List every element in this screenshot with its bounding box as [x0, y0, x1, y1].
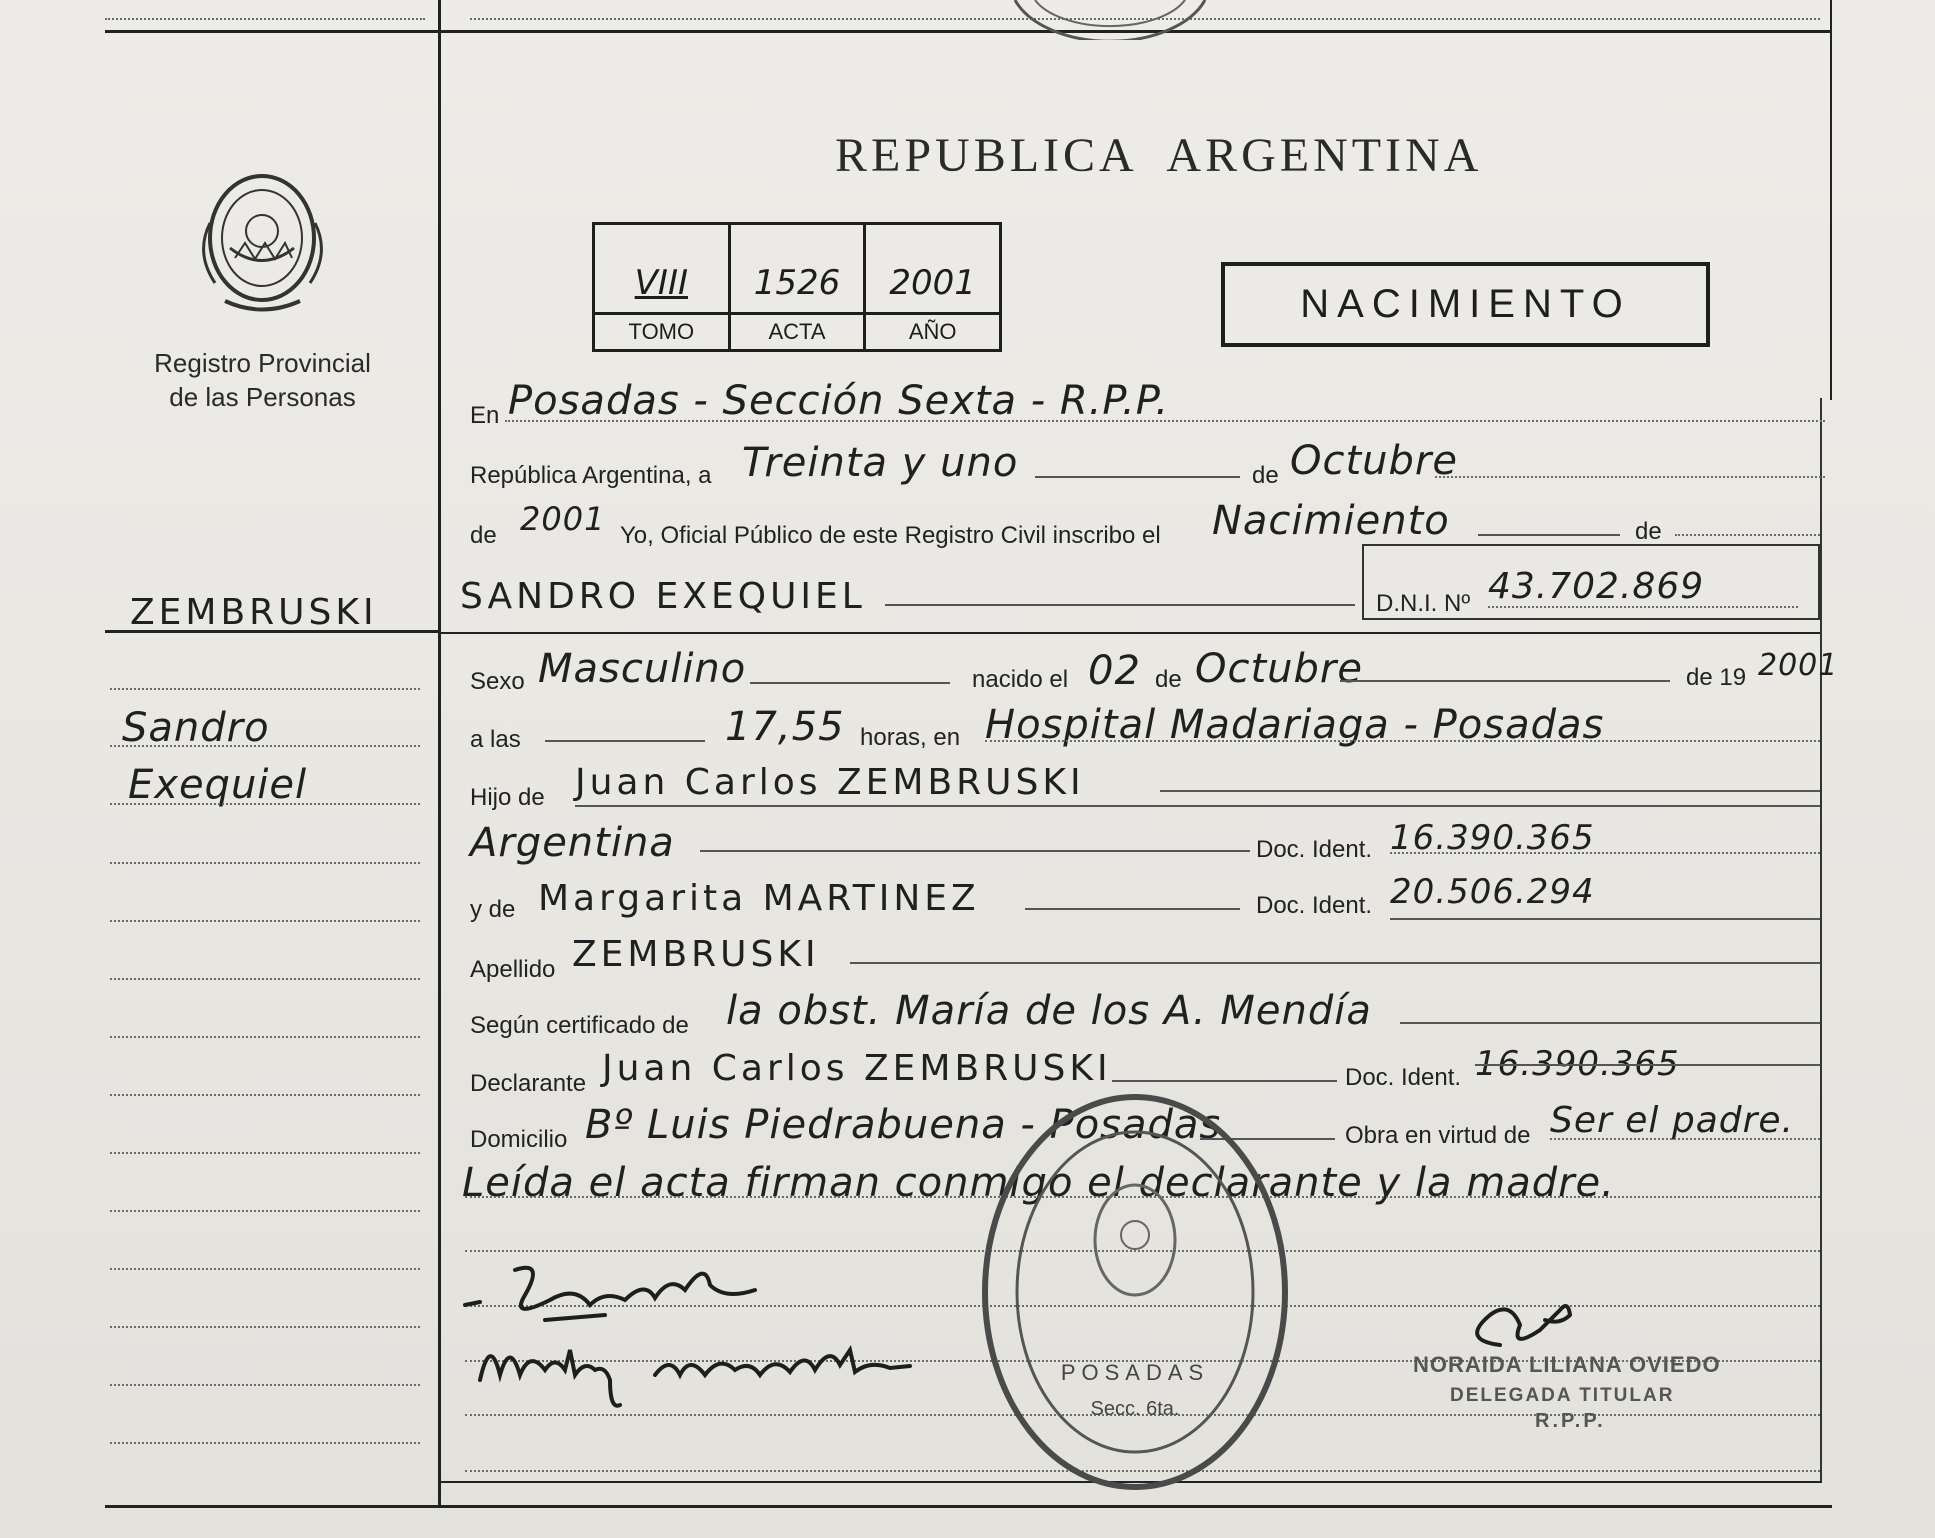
margin-line	[110, 688, 420, 690]
mother-signature	[470, 1320, 920, 1420]
row-fill	[850, 962, 1820, 964]
label-doc-ident-mother: Doc. Ident.	[1256, 892, 1373, 919]
declarant-signature	[455, 1250, 795, 1330]
label-sexo: Sexo	[470, 668, 525, 695]
label-doc-ident-declarant: Doc. Ident.	[1345, 1064, 1462, 1091]
margin-second-name: Exequiel	[128, 762, 308, 808]
entry-mother-doc: 20.506.294	[1390, 872, 1595, 912]
act-type-box: NACIMIENTO	[1221, 262, 1710, 347]
label-domicilio: Domicilio	[470, 1126, 568, 1153]
margin-line	[110, 1442, 420, 1444]
entry-declarant-doc: 16.390.365	[1475, 1044, 1680, 1084]
entry-child-names: SANDRO EXEQUIEL	[460, 576, 866, 617]
country-title: REPUBLICA ARGENTINA	[835, 129, 1483, 182]
label-de-year: de	[470, 522, 497, 549]
label-de-month: de	[1252, 462, 1279, 489]
seal-city: POSADAS	[1060, 1360, 1210, 1385]
entry-dni: 43.702.869	[1488, 566, 1705, 607]
label-de-19: de 19	[1686, 664, 1747, 691]
province-crest-icon	[190, 163, 335, 318]
column-divider	[438, 0, 441, 1508]
row-fill	[1390, 918, 1820, 920]
body-right-border	[1820, 398, 1822, 1483]
label-declarante: Declarante	[470, 1070, 587, 1097]
entry-by-virtue: Ser el padre.	[1550, 1100, 1794, 1141]
row-fill	[545, 740, 705, 742]
row-fill	[1035, 476, 1240, 478]
row-line	[505, 420, 1825, 422]
acta-cell	[731, 225, 867, 349]
seal-section: Secc. 6ta.	[1090, 1398, 1180, 1420]
entry-closing: Leída el acta firman conmigo el declarante y la madre.	[462, 1160, 1615, 1206]
margin-line	[110, 1036, 420, 1038]
entry-address: Bº Luis Piedrabuena - Posadas	[585, 1102, 1222, 1148]
margin-first-name: Sandro	[122, 705, 270, 751]
margin-line	[110, 978, 420, 980]
row-line	[1488, 606, 1798, 608]
label-en: En	[470, 402, 500, 429]
row-line	[985, 740, 1820, 742]
entry-birth-time: 17,55	[725, 704, 845, 750]
label-horas-en: horas, en	[860, 724, 961, 751]
tomo-cell	[595, 225, 731, 349]
margin-line	[110, 1384, 420, 1386]
ano-cell	[866, 225, 999, 349]
row-line	[1550, 1138, 1820, 1140]
entry-place: Posadas - Sección Sexta - R.P.P.	[508, 378, 1170, 424]
acta-label: ACTA	[731, 312, 864, 349]
bottom-rule	[105, 1505, 1832, 1508]
margin-line	[110, 1326, 420, 1328]
entry-certificate: la obst. María de los A. Mendía	[726, 988, 1372, 1034]
entry-day-words: Treinta y uno	[742, 440, 1019, 486]
entry-mother: Margarita MARTINEZ	[538, 878, 980, 919]
margin-line	[110, 862, 420, 864]
registry-line-2: de las Personas	[169, 382, 356, 412]
registry-name	[130, 346, 395, 414]
margin-line	[110, 803, 420, 805]
section-rule-right	[440, 632, 1822, 634]
margin-line	[110, 1210, 420, 1212]
official-seal-stamp	[970, 1085, 1300, 1500]
row-line	[1390, 852, 1820, 854]
label-segun: Según certificado de	[470, 1012, 689, 1039]
entry-declarant: Juan Carlos ZEMBRUSKI	[602, 1048, 1112, 1089]
entry-father-nationality: Argentina	[470, 820, 675, 866]
row-line	[1435, 476, 1825, 478]
entry-surname: ZEMBRUSKI	[572, 934, 820, 975]
row-fill	[1340, 680, 1670, 682]
registry-line-1: Registro Provincial	[154, 348, 371, 378]
entry-birth-place: Hospital Madariaga - Posadas	[985, 702, 1605, 748]
tomo-label: TOMO	[595, 312, 728, 349]
entry-sex: Masculino	[538, 646, 747, 692]
acta-value: 1526	[753, 263, 841, 303]
ano-label: AÑO	[866, 312, 999, 349]
row-fill	[700, 850, 1250, 852]
official-title: DELEGADA TITULAR	[1450, 1385, 1675, 1406]
official-name: NORAIDA LILIANA OVIEDO	[1413, 1352, 1721, 1377]
entry-father-doc: 16.390.365	[1390, 818, 1595, 858]
entry-year: 2001	[520, 500, 606, 538]
label-apellido: Apellido	[470, 956, 556, 983]
label-republica-a: República Argentina, a	[470, 462, 712, 489]
row-fill	[1400, 1022, 1820, 1024]
row-fill	[1112, 1080, 1337, 1082]
margin-surname: ZEMBRUSKI	[130, 592, 378, 633]
label-de-birth-month: de	[1155, 666, 1182, 693]
margin-line	[110, 1268, 420, 1270]
label-obra: Obra en virtud de	[1345, 1122, 1531, 1149]
entry-month: Octubre	[1290, 438, 1458, 484]
margin-line	[110, 1152, 420, 1154]
label-nacido-el: nacido el	[972, 666, 1069, 693]
seal-fragment-top	[1005, 0, 1215, 40]
label-doc-ident-father: Doc. Ident.	[1256, 836, 1373, 863]
entry-birth-year: 2001	[1758, 648, 1839, 683]
entry-registered: Nacimiento	[1212, 498, 1450, 544]
top-dotted-left	[105, 18, 425, 20]
label-y-de: y de	[470, 896, 516, 923]
margin-line	[110, 1094, 420, 1096]
label-a-las: a las	[470, 726, 521, 753]
reference-box	[592, 222, 1002, 352]
right-border	[1830, 0, 1832, 400]
label-de-child: de	[1635, 518, 1662, 545]
row-line	[1675, 534, 1820, 536]
label-oficial: Yo, Oficial Público de este Registro Civil inscribo el	[620, 522, 1161, 549]
top-rule	[105, 30, 1830, 33]
entry-birth-day: 02	[1088, 648, 1141, 694]
row-fill	[1160, 790, 1820, 792]
tomo-value: VIII	[634, 263, 688, 303]
entry-birth-month: Octubre	[1195, 646, 1363, 692]
margin-line	[110, 745, 420, 747]
row-fill	[1478, 534, 1620, 536]
ano-value: 2001	[889, 263, 976, 303]
official-org: R.P.P.	[1535, 1410, 1606, 1432]
row-fill	[885, 604, 1355, 606]
margin-line	[110, 920, 420, 922]
row-fill	[750, 682, 950, 684]
label-hijo-de: Hijo de	[470, 784, 545, 811]
label-dni: D.N.I. Nº	[1376, 590, 1471, 617]
row-fill	[575, 805, 1820, 807]
row-fill	[1025, 908, 1240, 910]
entry-father: Juan Carlos ZEMBRUSKI	[575, 762, 1085, 803]
row-fill	[1475, 1064, 1820, 1066]
